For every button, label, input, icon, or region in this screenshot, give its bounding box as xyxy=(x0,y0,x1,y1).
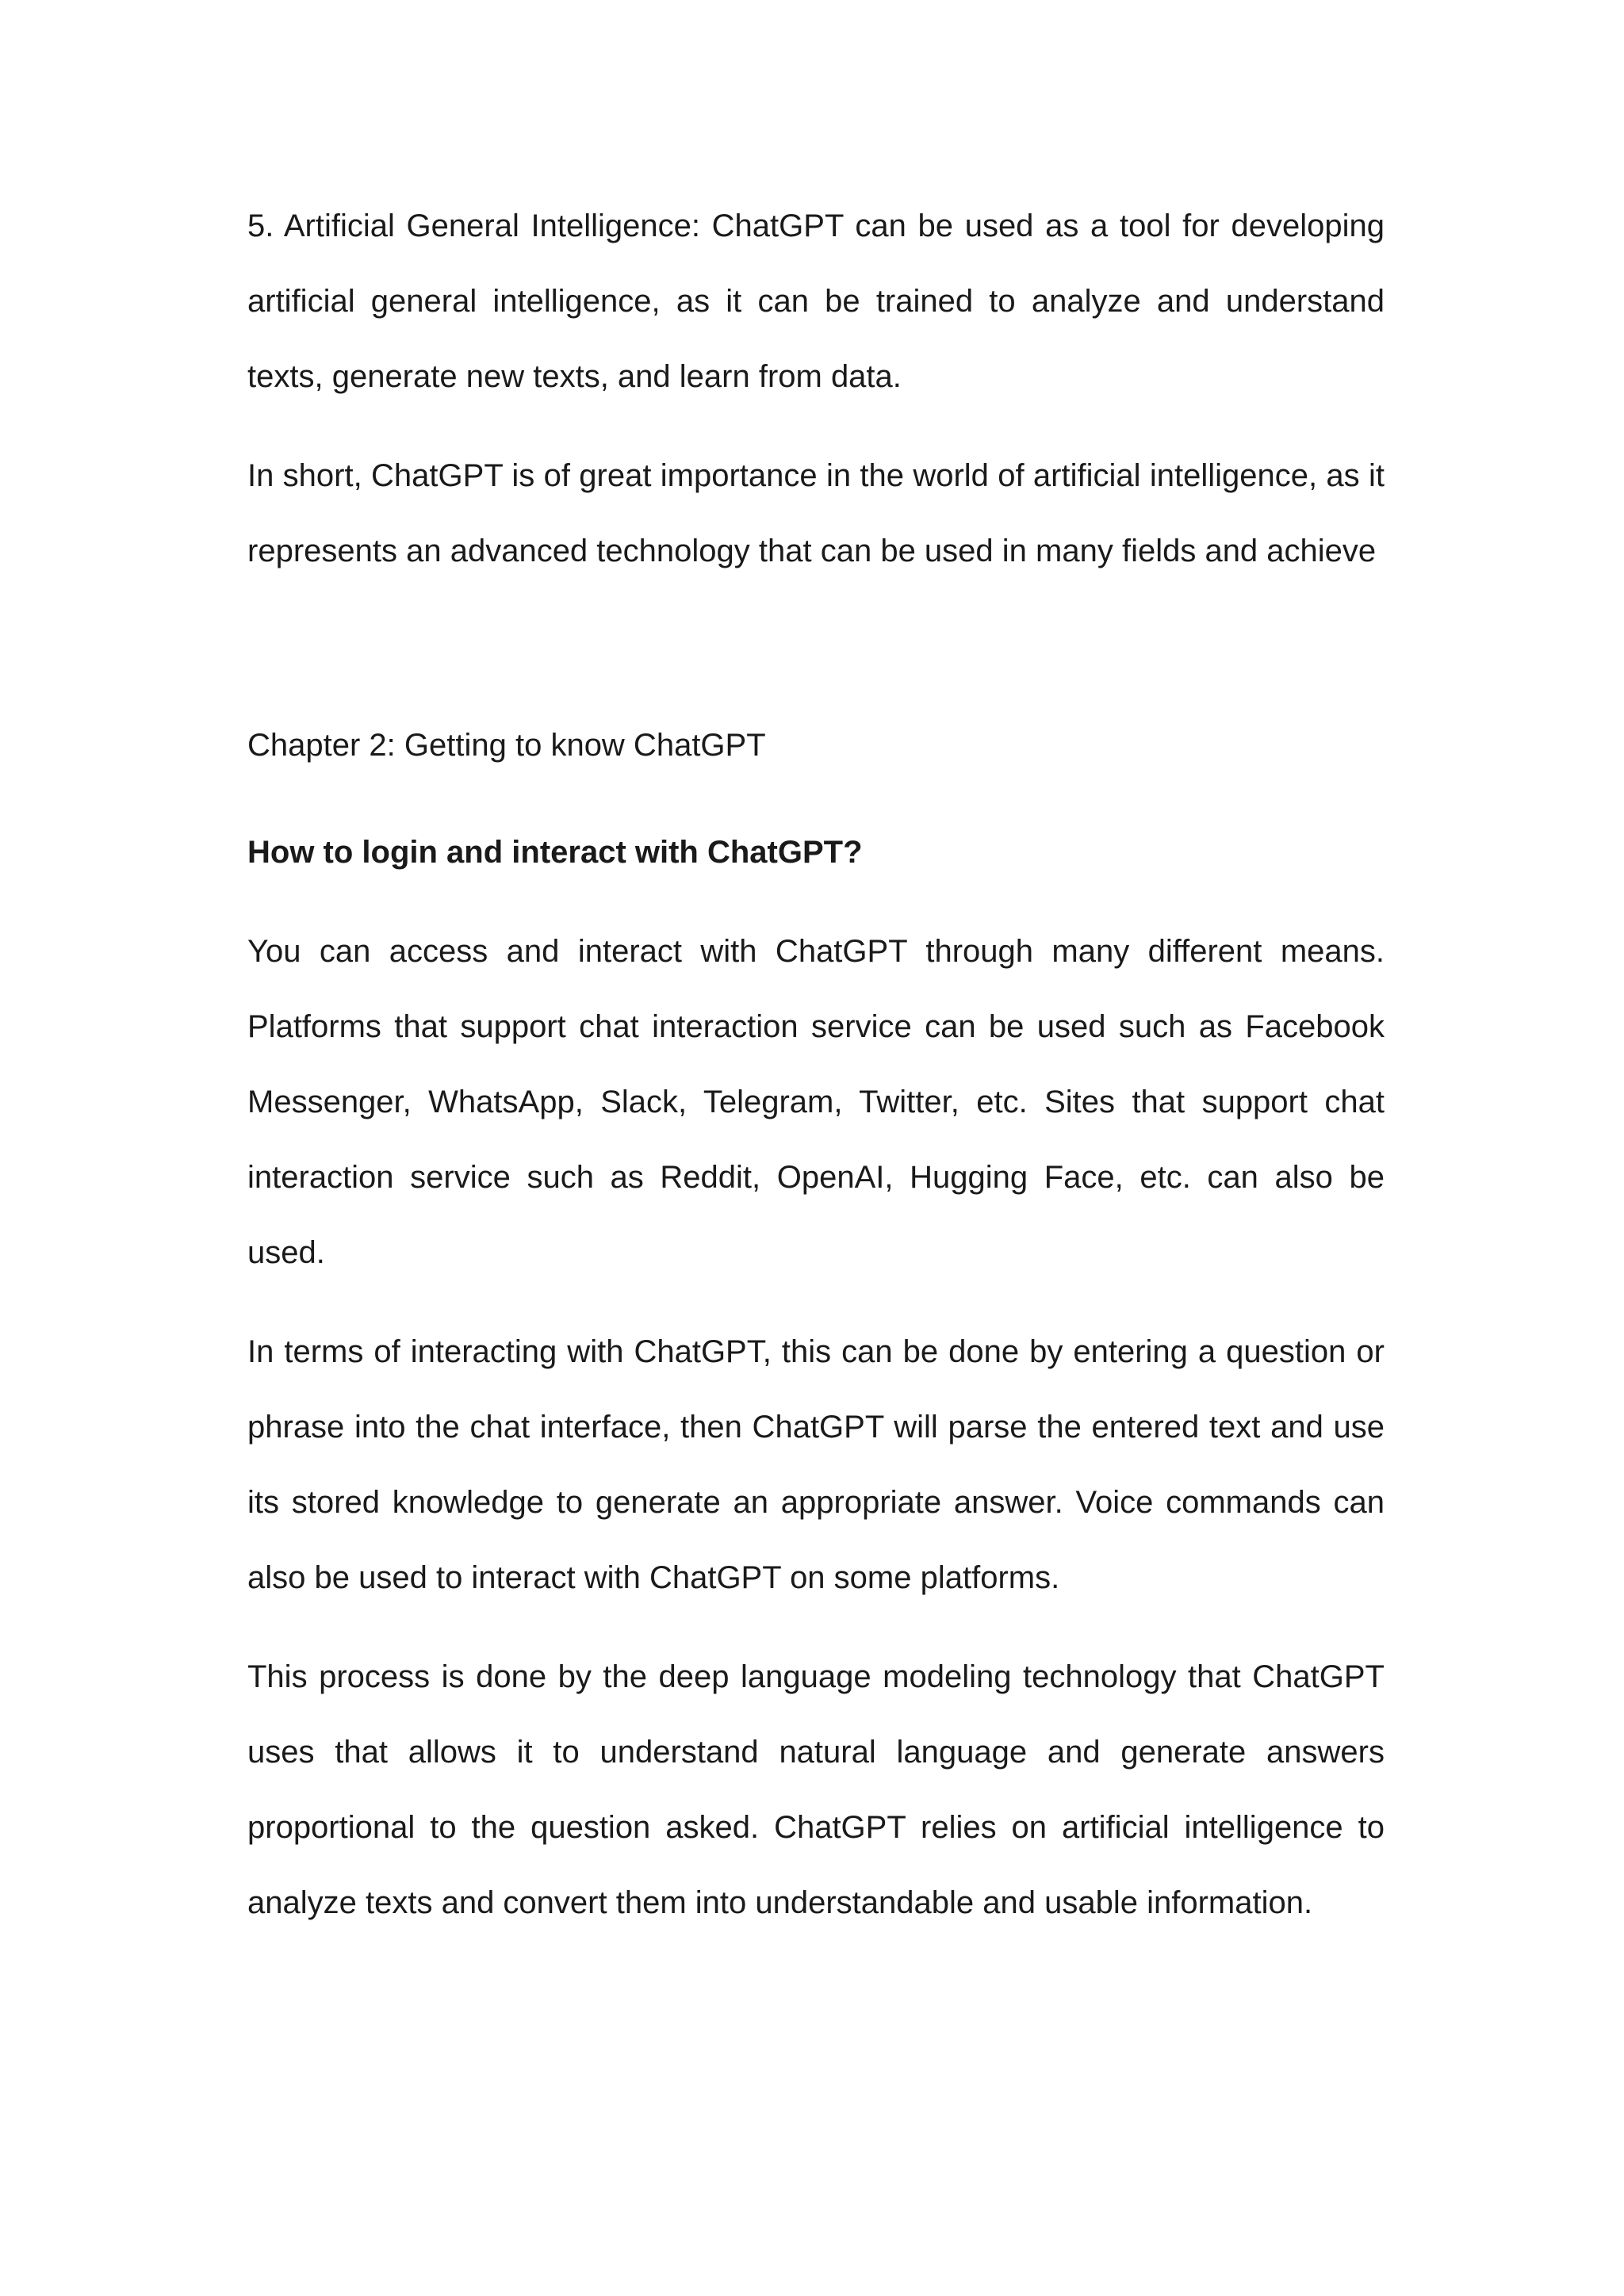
paragraph-summary: In short, ChatGPT is of great importance in the world of artificial intelligence, as it represents an advanced technology that can be used in many fields and achieve xyxy=(247,458,1385,568)
chapter-title: Chapter 2: Getting to know ChatGPT xyxy=(247,728,766,763)
paragraph-interaction: In terms of interacting with ChatGPT, this can be done by entering a question or phrase into the chat interface, then ChatGPT will parse the entered text and use its stored knowledge to generate an appropriate answer. Voice commands can also be used to interact with ChatGPT on some platforms. xyxy=(247,1334,1385,1595)
paragraph-process: This process is done by the deep language modeling technology that ChatGPT uses that allows it to understand natural language and generate answers proportional to the question asked. ChatGPT relies on artificial intelligence to analyze texts and convert them into understandable and usable information. xyxy=(247,1659,1385,1920)
paragraph-access: You can access and interact with ChatGPT through many different means. Platforms that support chat interaction service can be used such as Facebook Messenger, WhatsApp, Slack, Telegram, Twitter, etc. Sites that support chat interaction service such as Reddit, OpenAI, Hugging Face, etc. can also be used. xyxy=(247,934,1385,1270)
page-content xyxy=(247,189,1385,1965)
paragraph-agi: 5. Artificial General Intelligence: ChatGPT can be used as a tool for developing artificial general intelligence, as it can be trained to analyze and understand texts, generate new texts, and learn from data. xyxy=(247,209,1385,394)
section-heading: How to login and interact with ChatGPT? xyxy=(247,835,863,870)
